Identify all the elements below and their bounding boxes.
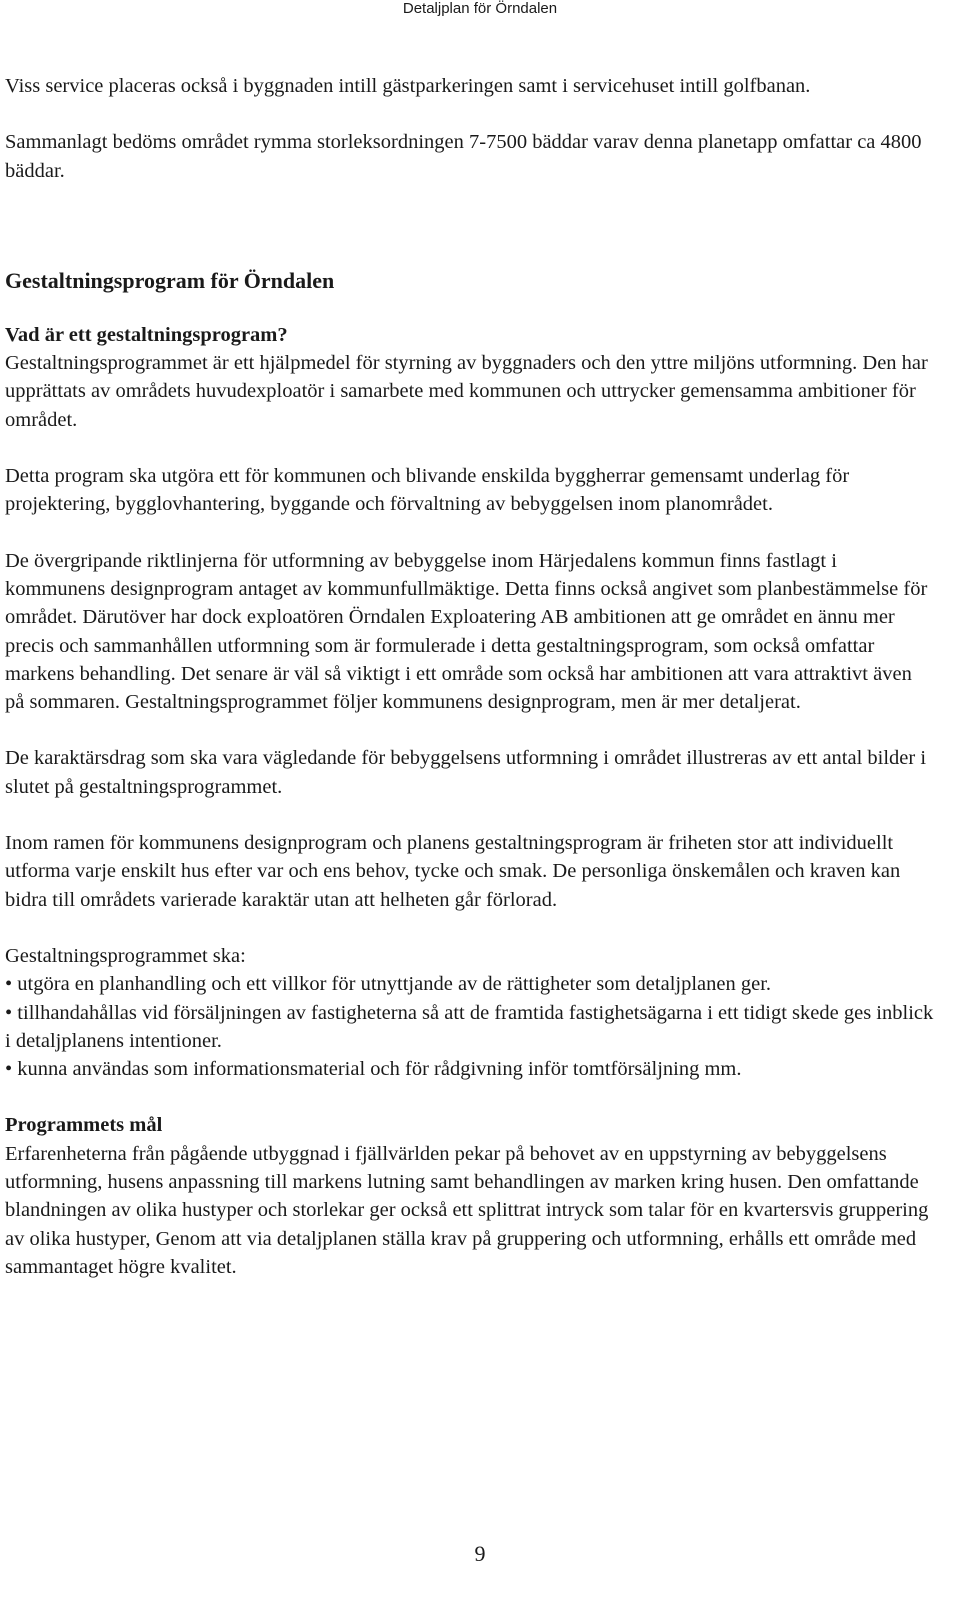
page-header [0, 0, 960, 18]
list-item: • kunna användas som informationsmaterial och för rådgivning inför tomtförsäljning mm. [5, 1058, 742, 1081]
page-number: 9 [474, 1541, 486, 1566]
section-title: Gestaltningsprogram för Örndalen [5, 267, 335, 293]
goals-paragraph-1: Erfarenheterna från pågående utbyggnad i fjällvärlden pekar på behovet av en uppstyrning av bebyggelsens utformning, husens anpassning till markens lutning samt behandlingen av marken kring husen. Den omfattande blandningen av olika hustyper och storlekar ger också ett splittrat intryck som talar för en kvartersvis gruppering av olika hustyper, Genom att via detaljplanen ställa krav på gruppering och utformning, erhålls ett område med sammantaget högre kvalitet. [5, 1142, 929, 1278]
goals-title: Programmets mål [5, 1114, 163, 1137]
section-paragraph-2: Detta program ska utgöra ett för kommunen och blivande enskilda byggherrar gemensamt underlag för projektering, bygglovhantering, byggande och förvaltning av bebyggelsen inom planområdet. [5, 465, 850, 516]
intro-paragraph-1: Viss service placeras också i byggnaden intill gästparkeringen samt i servicehuset intill golfbanan. [5, 75, 811, 97]
section-paragraph-1: Gestaltningsprogrammet är ett hjälpmedel för styrning av byggnaders och den yttre miljöns utformning. Den har upprättats av områdets huvudexploatör i samarbete med kommunen och uttrycker gemensamma ambitioner för området. [5, 352, 928, 431]
header-title: Detaljplan för Örndalen [402, 0, 558, 17]
section-paragraph-5: Inom ramen för kommunens designprogram och planens gestaltningsprogram är friheten stor att individuellt utforma varje enskilt hus efter var och ens behov, tycke och smak. De personliga önskemålen och kraven kan bidra till områdets varierade karaktär utan att helheten går förlorad. [5, 832, 901, 911]
list-item: • utgöra en planhandling och ett villkor för utnyttjande av de rättigheter som detaljplanen ger. [5, 973, 772, 996]
list-item: • tillhandahållas vid försäljningen av fastigheterna så att de framtida fastighetsägarna i ett tidigt skede ges inblick i detaljplanens intentioner. [5, 1001, 934, 1052]
section-subtitle: Vad är ett gestaltningsprogram? [5, 323, 288, 346]
section-paragraph-3: De övergripande riktlinjerna för utformning av bebyggelse inom Härjedalens kommun finns fastlagt i kommunens designprogram antaget av kommunfullmäktige. Detta finns också angivet som planbestämmelse för området. Därutöver har dock exploatören Örndalen Exploatering AB ambitionen att ge området en ännu mer precis och sammanhållen utformning som är formulerade i detta gestaltningsprogram, som också omfattar markens behandling. Det senare är väl så viktigt i ett område som också har ambitionen att vara attraktivt även på sommaren. Gestaltningsprogrammet följer kommunens designprogram, men är mer detaljerat. [5, 549, 928, 714]
list-intro: Gestaltningsprogrammet ska: [5, 944, 246, 967]
intro-paragraph-2: Sammanlagt bedöms området rymma storleksordningen 7-7500 bäddar varav denna planetapp omfattar ca 4800 bäddar. [5, 131, 922, 182]
document-body [5, 72, 935, 1281]
section-paragraph-4: De karaktärsdrag som ska vara vägledande för bebyggelsens utformning i området illustreras av ett antal bilder i slutet på gestaltningsprogrammet. [5, 747, 927, 798]
